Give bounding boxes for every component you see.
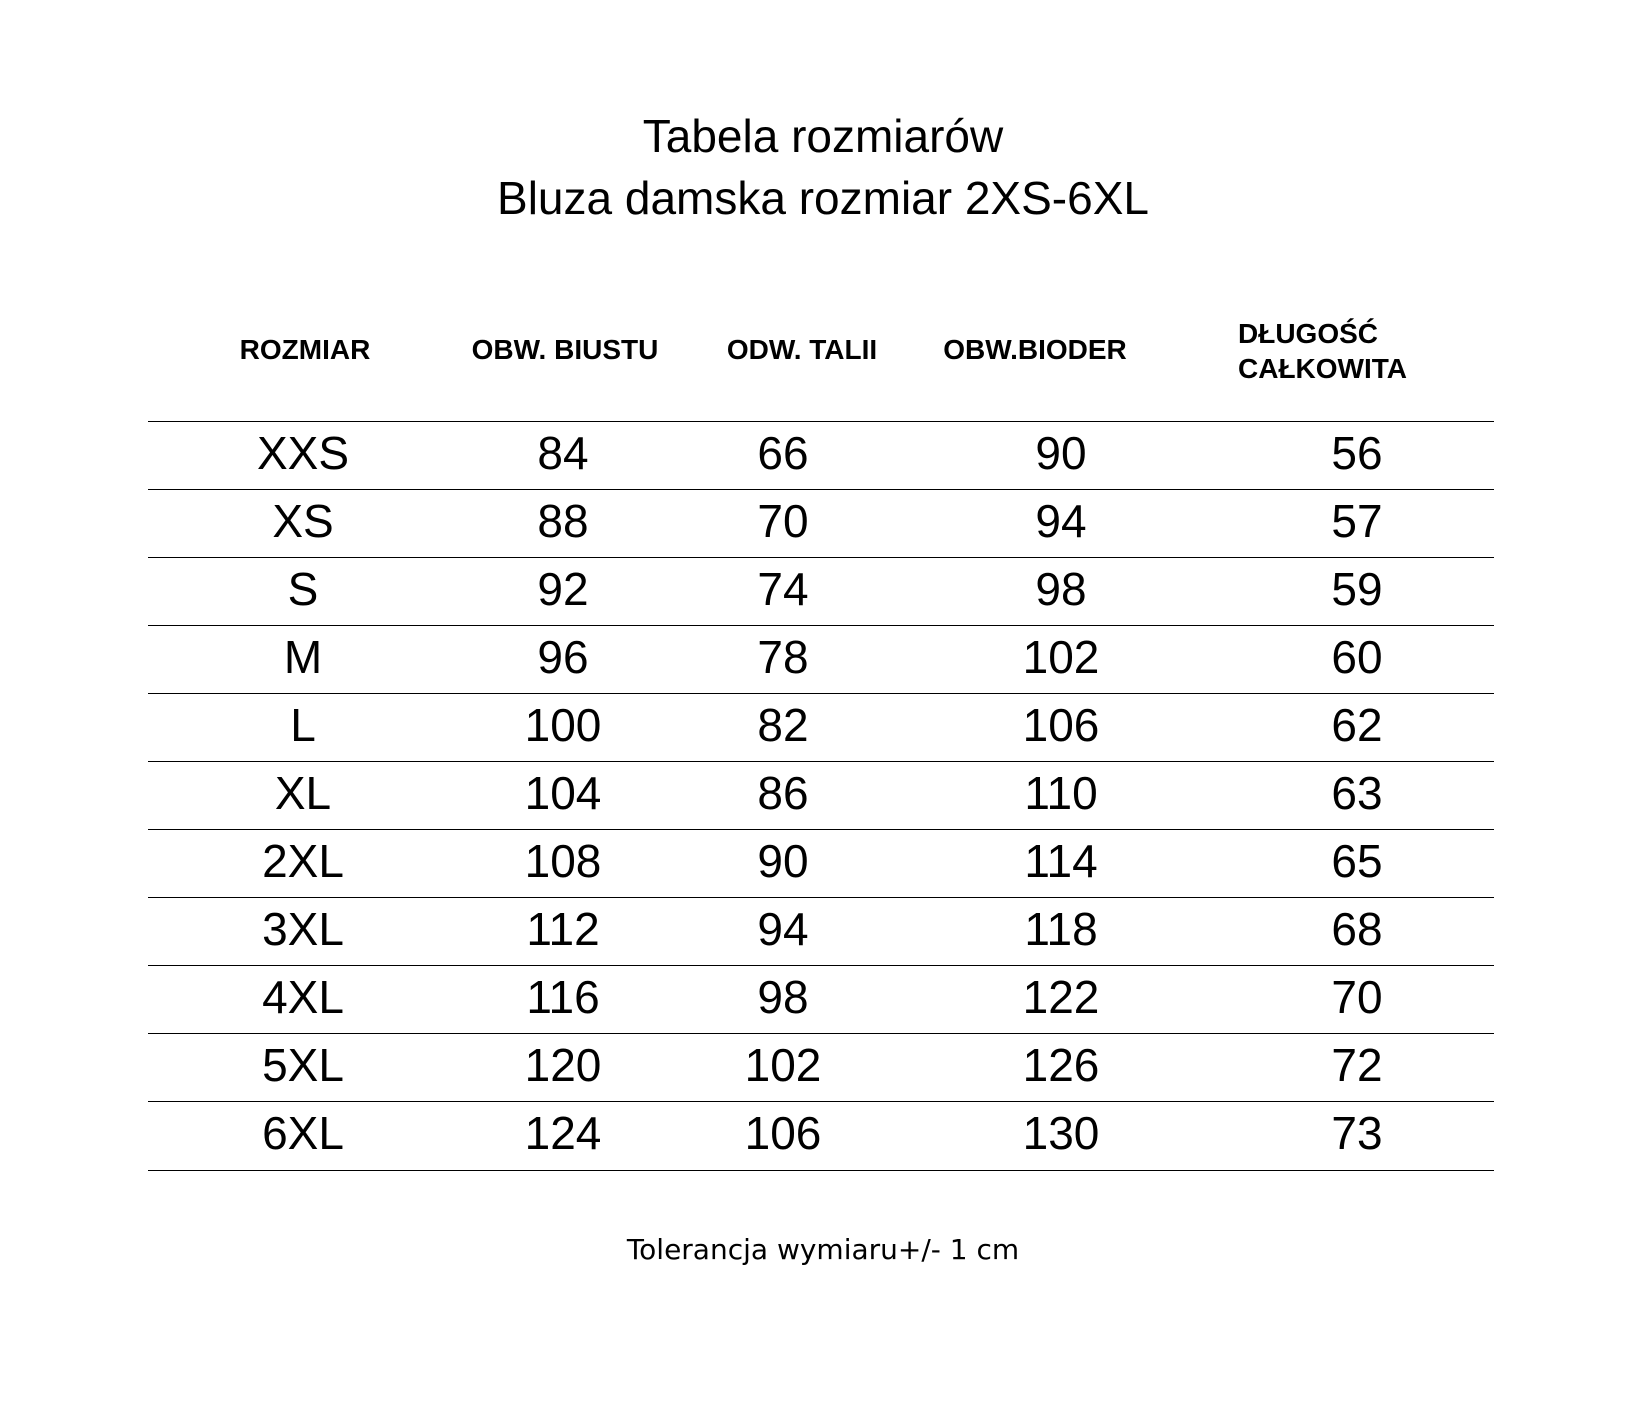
table-row <box>148 625 1494 693</box>
cell-length: 73 <box>1331 1107 1383 1159</box>
table-row <box>148 693 1494 761</box>
cell-waist: 82 <box>757 699 809 751</box>
header-hips: OBW.BIODER <box>943 334 1127 365</box>
cell-size: S <box>287 563 319 615</box>
cell-length: 70 <box>1331 971 1383 1023</box>
cell-bust: 100 <box>524 699 602 751</box>
cell-hips: 110 <box>1024 767 1098 819</box>
cell-hips: 102 <box>1022 631 1100 683</box>
cell-waist: 86 <box>757 767 809 819</box>
cell-waist: 102 <box>744 1039 822 1091</box>
table-row <box>148 1033 1494 1101</box>
cell-bust: 88 <box>537 495 589 547</box>
cell-bust: 120 <box>524 1039 602 1091</box>
table-row <box>148 897 1494 965</box>
cell-waist: 90 <box>757 835 809 887</box>
page-title: Tabela rozmiarów <box>642 110 1004 162</box>
cell-hips: 90 <box>1035 427 1087 479</box>
cell-size: XS <box>272 495 334 547</box>
cell-hips: 118 <box>1024 903 1098 955</box>
cell-hips: 106 <box>1022 699 1100 751</box>
cell-hips: 114 <box>1024 835 1098 887</box>
cell-size: XL <box>274 767 332 819</box>
cell-waist: 78 <box>757 631 809 683</box>
cell-bust: 124 <box>524 1107 602 1159</box>
cell-bust: 112 <box>526 903 600 955</box>
cell-length: 57 <box>1331 495 1383 547</box>
tolerance-note: Tolerancja wymiaru+/- 1 cm <box>626 1233 1020 1266</box>
cell-waist: 98 <box>757 971 809 1023</box>
cell-length: 68 <box>1331 903 1383 955</box>
header-size: ROZMIAR <box>239 334 371 365</box>
page-subtitle: Bluza damska rozmiar 2XS-6XL <box>497 172 1149 224</box>
cell-bust: 84 <box>537 427 589 479</box>
cell-size: M <box>283 631 323 683</box>
table-row <box>148 965 1494 1033</box>
cell-length: 72 <box>1331 1039 1383 1091</box>
header-waist: ODW. TALII <box>726 334 878 365</box>
cell-length: 60 <box>1331 631 1383 683</box>
cell-size: 4XL <box>262 971 344 1023</box>
cell-size: L <box>290 699 316 751</box>
cell-waist: 106 <box>744 1107 822 1159</box>
table-row <box>148 761 1494 829</box>
cell-bust: 108 <box>524 835 602 887</box>
header-length-line2: CAŁKOWITA <box>1238 353 1407 384</box>
cell-hips: 98 <box>1035 563 1087 615</box>
cell-waist: 74 <box>757 563 809 615</box>
cell-length: 56 <box>1331 427 1383 479</box>
table-row <box>148 829 1494 897</box>
cell-waist: 70 <box>757 495 809 547</box>
cell-size: XXS <box>256 427 350 479</box>
header-length-line1: DŁUGOŚĆ <box>1238 318 1378 349</box>
header-bust: OBW. BIUSTU <box>471 334 659 365</box>
cell-hips: 94 <box>1035 495 1087 547</box>
cell-bust: 92 <box>537 563 589 615</box>
cell-bust: 104 <box>524 767 602 819</box>
cell-size: 5XL <box>262 1039 344 1091</box>
table-row <box>148 1101 1494 1171</box>
cell-hips: 130 <box>1022 1107 1100 1159</box>
cell-hips: 126 <box>1022 1039 1100 1091</box>
cell-hips: 122 <box>1022 971 1100 1023</box>
cell-waist: 94 <box>757 903 809 955</box>
table-row <box>148 557 1494 625</box>
cell-length: 62 <box>1331 699 1383 751</box>
cell-size: 2XL <box>262 835 344 887</box>
table-body <box>148 421 1494 1171</box>
table-row <box>148 489 1494 557</box>
cell-bust: 116 <box>526 971 600 1023</box>
cell-waist: 66 <box>757 427 809 479</box>
cell-length: 65 <box>1331 835 1383 887</box>
cell-size: 6XL <box>262 1107 344 1159</box>
table-row <box>148 421 1494 489</box>
cell-length: 63 <box>1331 767 1383 819</box>
cell-length: 59 <box>1331 563 1383 615</box>
cell-size: 3XL <box>262 903 344 955</box>
cell-bust: 96 <box>537 631 589 683</box>
